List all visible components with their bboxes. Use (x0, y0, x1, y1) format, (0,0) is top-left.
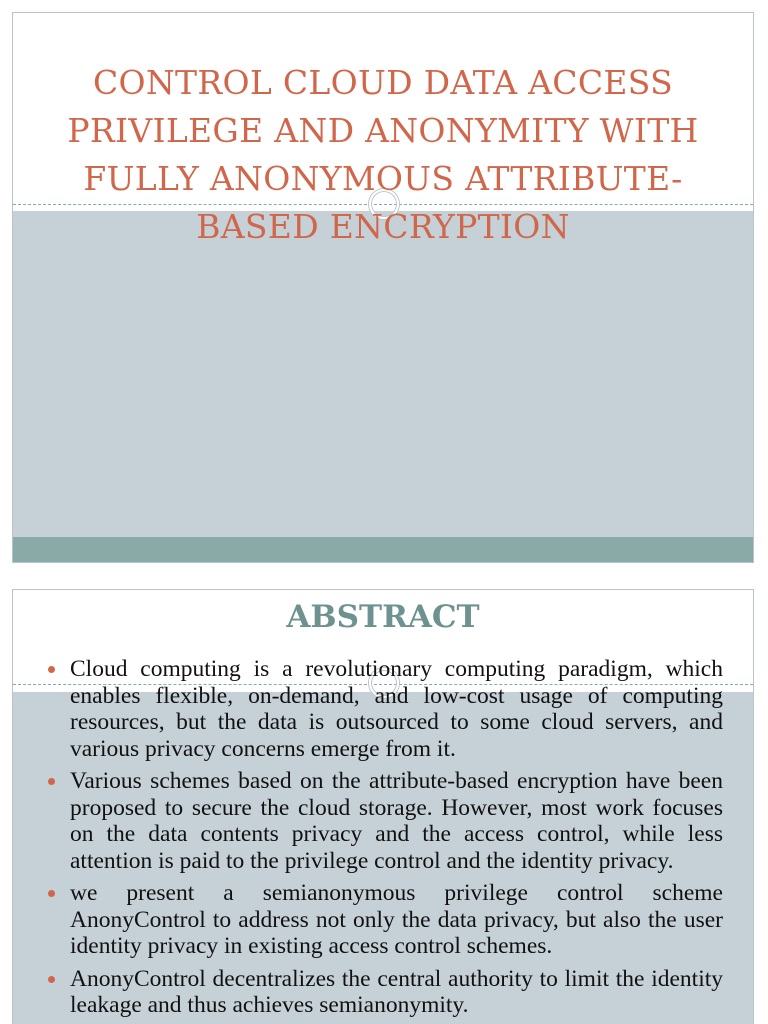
bullet-item (47, 966, 723, 1019)
slide-body-band (13, 211, 753, 537)
bullet-text: we present a semianonymous privilege control scheme AnonyControl to address not only the data privacy, but also the user identity privacy in existing access control schemes. (70, 880, 723, 959)
bullet-dot-icon (48, 778, 55, 785)
slide-footer-band (13, 537, 753, 563)
bullet-item (47, 880, 723, 960)
title-slide (12, 12, 754, 563)
bullet-dot-icon (48, 890, 55, 897)
bullet-dot-icon (48, 976, 55, 983)
bullet-text: AnonyControl decentralizes the central authority to limit the identity leakage and thus achieves semianonymity. (70, 965, 723, 1018)
bullet-item (47, 656, 723, 762)
bullet-text: Various schemes based on the attribute-based encryption have been proposed to secure the cloud storage. However, most work focuses on the data contents privacy and the access control, while less attention is paid to the privilege control and the identity privacy. (70, 768, 723, 874)
slide-title: CONTROL CLOUD DATA ACCESS PRIVILEGE AND ANONYMITY WITH FULLY ANONYMOUS ATTRIBUTE-BASED ENCRYPTION (67, 63, 699, 246)
bullet-dot-icon (48, 666, 55, 673)
abstract-slide (12, 589, 754, 1024)
bullet-text: Cloud computing is a revolutionary computing paradigm, which enables flexible, on-demand, and low-cost usage of computing resources, but the data is outsourced to some cloud servers, and various privacy concerns emerge from it. (70, 656, 723, 762)
abstract-heading: ABSTRACT (286, 599, 480, 635)
abstract-bullet-list (47, 656, 723, 1024)
bullet-item (47, 768, 723, 874)
